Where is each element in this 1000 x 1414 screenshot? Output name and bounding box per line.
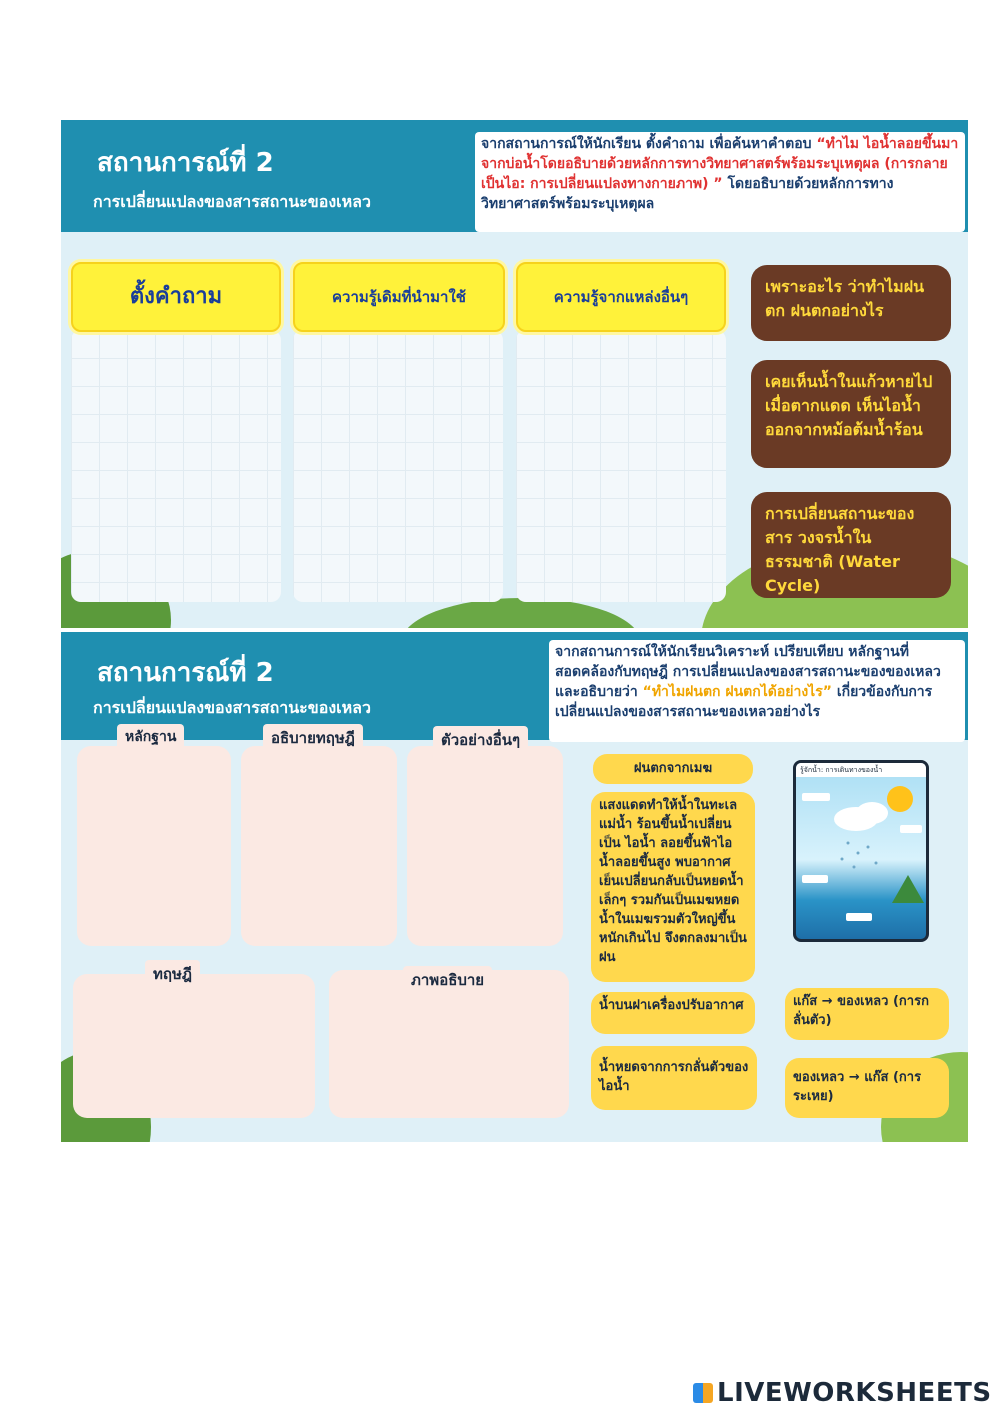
label-theory: ทฤษฎี <box>145 960 200 988</box>
answer-area-theory[interactable] <box>73 974 315 1118</box>
label-tag-icon <box>846 913 872 921</box>
answer-area-prior-knowledge[interactable] <box>293 330 503 602</box>
answer-area-explain-theory[interactable] <box>241 746 397 946</box>
label-tag-icon <box>802 793 830 801</box>
instruction-highlight: “ทำไมฝนตก ฝนตกได้อย่างไร” <box>642 684 832 700</box>
draggable-answer[interactable]: แก๊ส → ของเหลว (การกลั่นตัว) <box>785 988 949 1040</box>
label-illustration: ภาพอธิบาย <box>403 966 492 994</box>
draggable-answer[interactable]: น้ำหยดจากการกลั่นตัวของไอน้ำ <box>591 1046 757 1110</box>
column-label-other-sources: ความรู้จากแหล่งอื่นๆ <box>516 262 726 332</box>
water-cycle-illustration <box>793 760 929 942</box>
instruction-box: จากสถานการณ์ให้นักเรียนวิเคราะห์ เปรียบเทียบ หลักฐานที่สอดคล้องกับทฤษฎี การเปลี่ยนแปลงของสารสถานะของของเหลว และอธิบายว่า “ทำไมฝนตก ฝนตกได้อย่างไร” เกี่ยวข้องกับการเปลี่ยนแปลงของสารสถานะของเหลวอย่างไร <box>549 640 965 742</box>
label-other-examples: ตัวอย่างอื่นๆ <box>433 726 528 754</box>
page-title: สถานการณ์ที่ 2 <box>97 658 274 688</box>
draggable-answer[interactable]: แสงแดดทำให้น้ำในทะเล แม่น้ำ ร้อนขึ้นน้ำเปลี่ยนเป็น ไอน้ำ ลอยขึ้นฟ้าไอน้ำลอยขึ้นสูง พบอากาศเย็นเปลี่ยนกลับเป็นหยดน้ำเล็กๆ รวมกันเป็นเมฆหยดน้ำในเมฆรวมตัวใหญ่ขึ้นหนักเกินไป จึงตกลงมาเป็นฝน <box>591 792 755 982</box>
answer-area-question[interactable] <box>71 330 281 602</box>
water-cycle-drawing <box>796 763 926 939</box>
label-tag-icon <box>900 825 922 833</box>
draggable-answer[interactable]: เพราะอะไร ว่าทำไมฝนตก ฝนตกอย่างไร <box>751 265 951 341</box>
label-evidence: หลักฐาน <box>117 724 184 750</box>
page-subtitle: การเปลี่ยนแปลงของสารสถานะของเหลว <box>93 192 371 211</box>
answer-area-evidence[interactable] <box>77 746 231 946</box>
situation-panel-questions <box>61 120 968 628</box>
draggable-answer[interactable]: ฝนตกจากเมฆ <box>593 754 753 784</box>
page-title: สถานการณ์ที่ 2 <box>97 148 274 178</box>
column-label-prior-knowledge: ความรู้เดิมที่นำมาใช้ <box>293 262 505 332</box>
draggable-answer[interactable]: เคยเห็นน้ำในแก้วหายไปเมื่อตากแดด เห็นไอน้ำออกจากหม้อต้มน้ำร้อน <box>751 360 951 468</box>
draggable-answer[interactable]: การเปลี่ยนสถานะของสาร วงจรน้ำในธรรมชาติ (Water Cycle) <box>751 492 951 598</box>
mountain-icon <box>892 875 924 903</box>
instruction-highlight: “ทำไม ไอน้ำลอยขึ้นมาจากบ่อน้ำโดยอธิบายด้วยหลักการทางวิทยาศาสตร์พร้อมระบุเหตุผล (การกลายเป็นไอ: การเปลี่ยนแปลงทางกายภาพ) ” <box>481 136 959 192</box>
logo-icon <box>693 1383 713 1403</box>
answer-area-other-examples[interactable] <box>407 746 563 946</box>
column-label-question: ตั้งคำถาม <box>71 262 281 332</box>
draggable-answer[interactable]: ของเหลว → แก๊ส (การระเหย) <box>785 1058 949 1118</box>
label-explain-theory: อธิบายทฤษฎี <box>263 724 363 752</box>
cloud-icon <box>856 802 888 824</box>
label-tag-icon <box>802 875 828 883</box>
hill-decoration <box>401 598 641 628</box>
answer-area-other-sources[interactable] <box>516 330 726 602</box>
page-subtitle: การเปลี่ยนแปลงของสารสถานะของเหลว <box>93 698 371 717</box>
sun-icon <box>887 786 913 812</box>
raindrops-icon <box>841 842 878 869</box>
draggable-answer[interactable]: น้ำบนฝาเครื่องปรับอากาศ <box>591 992 755 1034</box>
instruction-box: จากสถานการณ์ให้นักเรียน ตั้งคำถาม เพื่อค้นหาคำตอบ “ทำไม ไอน้ำลอยขึ้นมาจากบ่อน้ำโดยอธิบายด้วยหลักการทางวิทยาศาสตร์พร้อมระบุเหตุผล (การกลายเป็นไอ: การเปลี่ยนแปลงทางกายภาพ) ” โดยอธิบายด้วยหลักการทางวิทยาศาสตร์พร้อมระบุเหตุผล <box>475 132 965 232</box>
liveworksheets-logo: LIVEWORKSHEETS <box>693 1378 992 1408</box>
illustration-header: รู้จักน้ำ: การเดินทางของน้ำ <box>796 763 929 777</box>
